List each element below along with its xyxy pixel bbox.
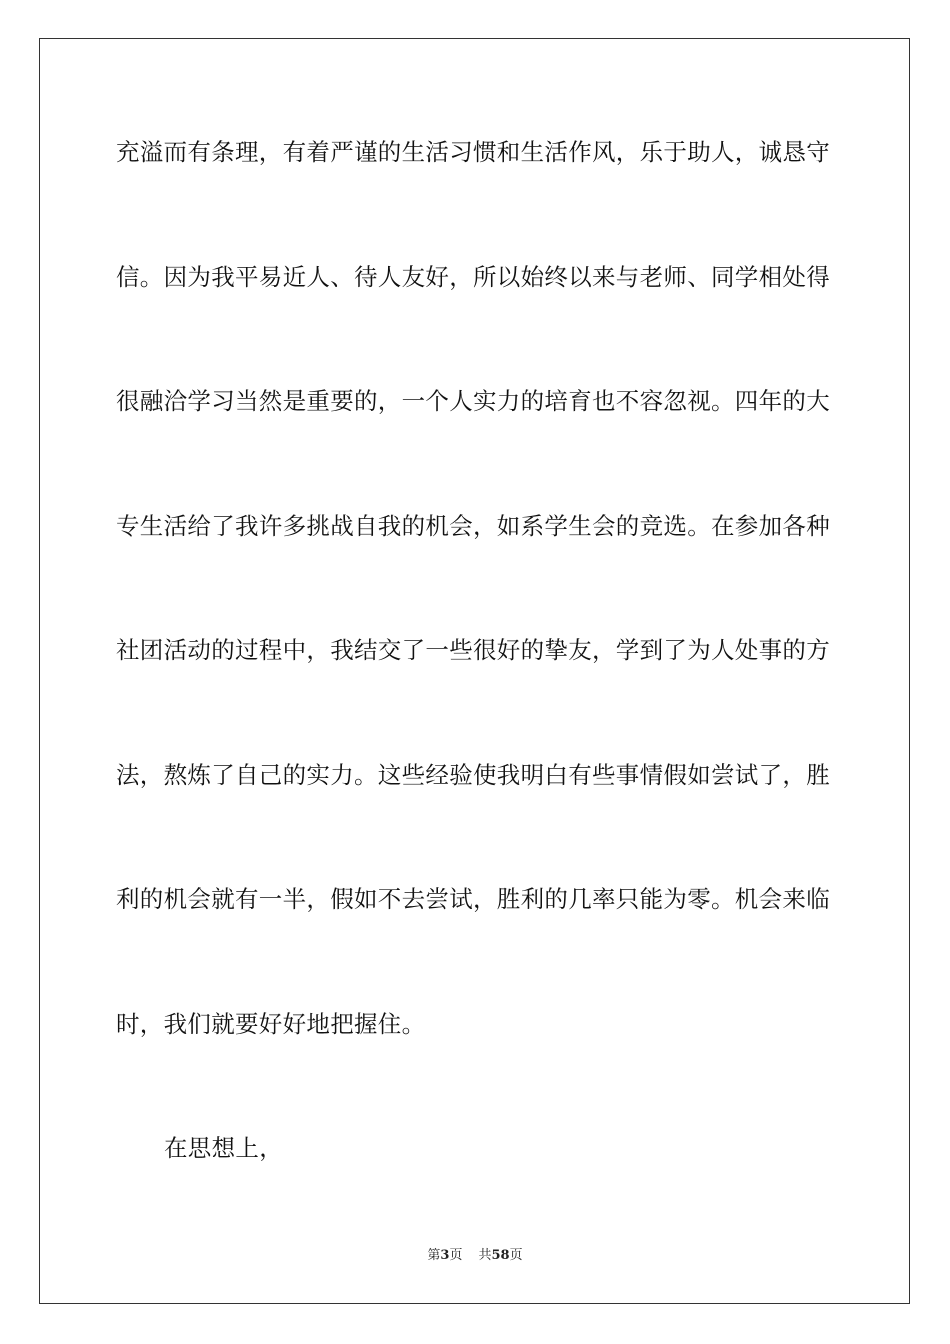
footer-total-pages: 58 <box>491 1248 510 1263</box>
body-text-line-5: 社团活动的过程中，我结交了一些很好的挚友，学到了为人处事的方 <box>116 636 830 664</box>
page-footer <box>0 1247 950 1265</box>
body-text-line-6: 法，熬炼了自己的实力。这些经验使我明白有些事情假如尝试了，胜 <box>116 761 830 789</box>
footer-total-suffix: 页 <box>509 1248 523 1263</box>
body-text-line-4: 专生活给了我许多挑战自我的机会，如系学生会的竞选。在参加各种 <box>116 512 830 540</box>
body-text-line-8: 时，我们就要好好地把握住。 <box>116 1010 426 1038</box>
footer-page-number: 3 <box>440 1248 450 1263</box>
paragraph-start-line: 在思想上， <box>164 1134 283 1162</box>
body-text-line-7: 利的机会就有一半，假如不去尝试，胜利的几率只能为零。机会来临 <box>116 885 830 913</box>
page-border <box>39 38 910 1304</box>
footer-total-prefix: 共 <box>478 1248 492 1263</box>
footer-page-prefix: 第 <box>427 1248 441 1263</box>
body-text-line-2: 信。因为我平易近人、待人友好，所以始终以来与老师、同学相处得 <box>116 263 830 291</box>
body-text-line-1: 充溢而有条理，有着严谨的生活习惯和生活作风，乐于助人，诚恳守 <box>116 138 830 166</box>
body-text-line-3: 很融洽学习当然是重要的，一个人实力的培育也不容忽视。四年的大 <box>116 387 830 415</box>
footer-page-suffix: 页 <box>449 1248 463 1263</box>
